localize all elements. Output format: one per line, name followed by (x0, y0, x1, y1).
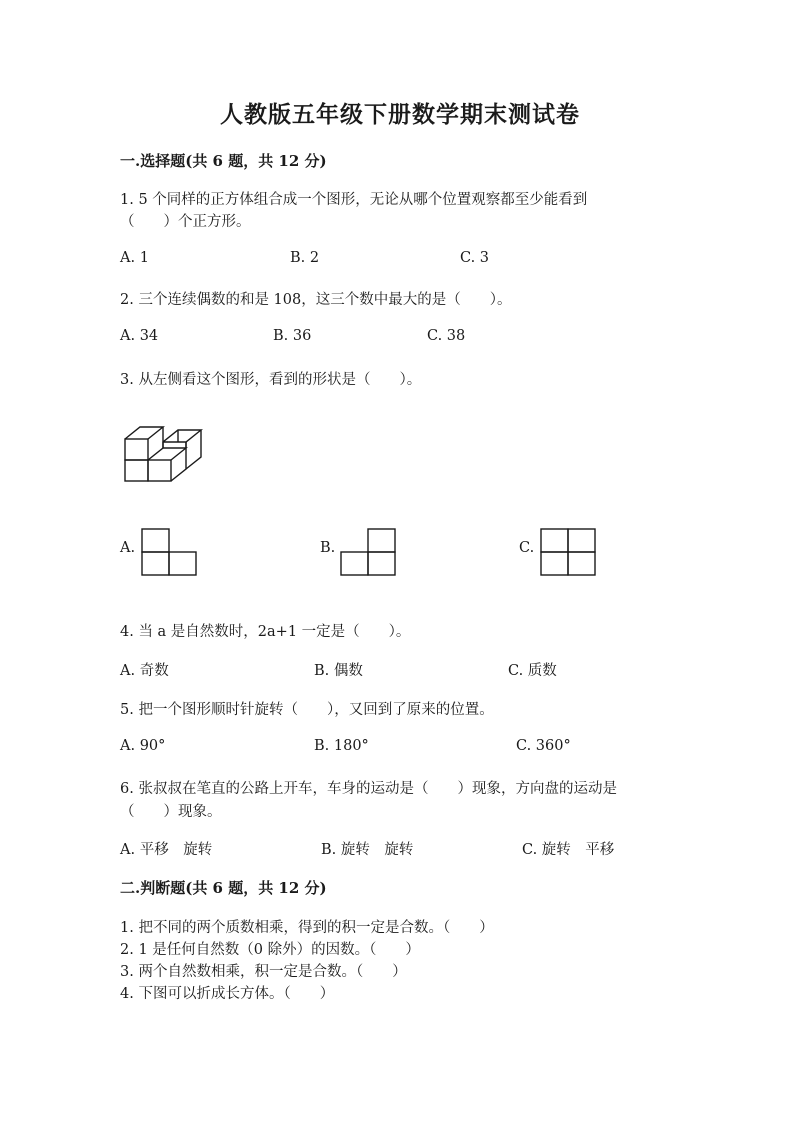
square (341, 552, 368, 575)
section-heading-judgment: 二.判断题(共 6 题，共 12 分) (120, 879, 327, 897)
question-3-option-a-label: A. (120, 540, 136, 556)
question-1-line-2: （ ）个正方形。 (120, 214, 251, 230)
question-3-option-c-label: C. (519, 540, 535, 556)
question-5-option-a: A. 90° (120, 738, 166, 754)
question-4-option-b: B. 偶数 (314, 663, 363, 679)
option-c-shape (540, 528, 597, 577)
square (368, 529, 395, 552)
cube-top-face (163, 430, 201, 448)
question-6-line-2: （ ）现象。 (120, 804, 222, 820)
question-2-text: 2. 三个连续偶数的和是 108，这三个数中最大的是（ ）。 (120, 292, 512, 308)
question-6-option-b: B. 旋转 旋转 (321, 842, 414, 858)
cube-front-face (125, 460, 148, 481)
square (568, 529, 595, 552)
page-title: 人教版五年级下册数学期末测试卷 (220, 101, 580, 128)
judgment-item-2: 2. 1 是任何自然数（0 除外）的因数。（ ） (120, 942, 420, 958)
question-5-option-c: C. 360° (516, 738, 571, 754)
question-5-option-b: B. 180° (314, 738, 369, 754)
question-3-option-b-label: B. (320, 540, 336, 556)
question-1-line-1: 1. 5 个同样的正方体组合成一个图形，无论从哪个位置观察都至少能看到 (120, 192, 588, 208)
question-4-text: 4. 当 a 是自然数时，2a+1 一定是（ ）。 (120, 624, 411, 640)
square (169, 552, 196, 575)
square (142, 552, 169, 575)
judgment-item-3: 3. 两个自然数相乘，积一定是合数。（ ） (120, 964, 407, 980)
section-heading-choice: 一.选择题(共 6 题，共 12 分) (120, 152, 327, 170)
question-2-option-a: A. 34 (120, 328, 159, 344)
question-6-option-c: C. 旋转 平移 (522, 842, 615, 858)
option-a-shape (141, 528, 198, 577)
question-4-option-a: A. 奇数 (120, 663, 169, 679)
question-6-line-1: 6. 张叔叔在笔直的公路上开车，车身的运动是（ ）现象，方向盘的运动是 (120, 781, 617, 797)
square (568, 552, 595, 575)
option-b-shape (340, 528, 397, 577)
judgment-item-1: 1. 把不同的两个质数相乘，得到的积一定是合数。（ ） (120, 920, 494, 936)
question-2-option-b: B. 36 (273, 328, 312, 344)
cube-side-face (148, 427, 163, 460)
square (368, 552, 395, 575)
question-4-option-c: C. 质数 (508, 663, 557, 679)
judgment-item-4: 4. 下图可以折成长方体。（ ） (120, 986, 335, 1002)
cube-front-face (125, 439, 148, 460)
cube-side-face (171, 448, 186, 481)
question-1-option-c: C. 3 (460, 250, 490, 266)
square (142, 529, 169, 552)
cube-front-face (148, 460, 171, 481)
cube-stack-figure (120, 420, 215, 485)
question-5-text: 5. 把一个图形顺时针旋转（ ），又回到了原来的位置。 (120, 702, 494, 718)
question-6-option-a: A. 平移 旋转 (120, 842, 213, 858)
square (541, 552, 568, 575)
square (541, 529, 568, 552)
question-2-option-c: C. 38 (427, 328, 466, 344)
cube-top-face (125, 427, 163, 439)
question-1-option-a: A. 1 (120, 250, 149, 266)
cube-top-face (163, 448, 186, 460)
question-3-text: 3. 从左侧看这个图形，看到的形状是（ ）。 (120, 372, 422, 388)
question-1-option-b: B. 2 (290, 250, 320, 266)
